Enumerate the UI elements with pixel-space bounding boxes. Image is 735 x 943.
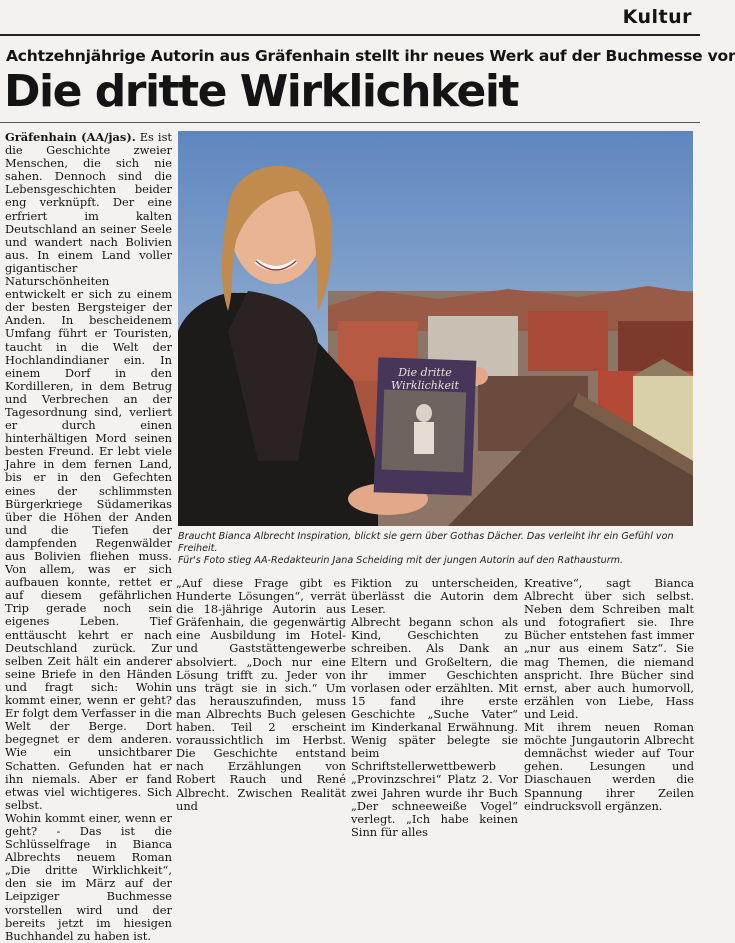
paragraph: Es ist die Geschichte zweier Menschen, die sich nie sahen. Dennoch sind die Lebensgeschichten beider eng verknüpft. Der eine erfriert im kalten Deutschland an seiner Seele und wandert nach Bolivien aus. In einem Land voller gigantischer Naturschönheiten entwickelt er sich zu einem der besten Bergsteiger der Anden. In bescheidenem Umfang führt er Touristen, taucht in die Welt der Hochlandindianer ein. In einem Dorf in den Kordilleren, in dem Betrug und Verbrechen an der Tagesordnung sind, verliert er durch einen hinterhältigen Mord seinen besten Freund. Er lebt viele Jahre in dem fernen Land, bis er in den Gefechten eines der schlimmsten Bürgerkriege Südamerikas über die Höhen der Anden und die Tiefen der dampfenden Regenwälder aus Bolivien fliehen muss. Von allem, was er sich aufbauen konnte, rettet er auf diesem gefährlichen Trip gerade noch sein eigenes Leben. Tief enttäuscht kehrt er nach Deutschland zurück. Zur selben Zeit hält ein anderer seine Briefe in den Händen und fragt sich: Wohin kommt einer, wenn er geht? Er folgt dem Verfasser in die Welt der Berge. Dort begegnet er dem anderen. Wie ein unsichtbarer Schatten. Gefunden hat er ihn niemals. Aber er fand etwas viel wichtigeres. Sich selbst.	[5, 130, 172, 812]
paragraph: Albrecht begann schon als Kind, Geschichten zu schreiben. Als Dank an Eltern und Großeltern, die ihr immer Geschichten vorlasen oder erzählten. Mit 15 fand ihre erste Geschichte „Suche Vater“ im Kinderkanal Erwähnung. Wenig später belegte sie beim Schriftstellerwettbewerb „Provinzschrei“ Platz 2. Vor zwei Jahren wurde ihr Buch „Der schneeweiße Vogel“ verlegt. „Ich habe keinen Sinn für alles	[351, 615, 518, 839]
book-title-line1: Die dritte	[398, 366, 452, 379]
paragraph: „Auf diese Frage gibt es Hunderte Lösungen“, verrät die 18-jährige Autorin aus Gräfenhain, die gegenwärtig eine Ausbildung im Hotel- und Gaststättengewerbe absolviert. „Doch nur eine Lösung trifft zu. Jeder von uns trägt sie in sich.“ Um das herauszufinden, muss man Albrechts Buch gelesen haben. Teil 2 erscheint voraussichtlich im Herbst. Die Geschichte entstand nach Erzählungen von Robert Rauch und René Albrecht. Zwischen Realität und	[176, 576, 346, 813]
article-column-left	[5, 130, 172, 943]
paragraph: Mit ihrem neuen Roman möchte Jungautorin Albrecht demnächst wieder auf Tour gehen. Lesungen und Diaschauen werden die Spannung ihrer Zeilen eindrucksvoll ergänzen.	[524, 720, 694, 813]
paragraph: Kreative“, sagt Bianca Albrecht über sich selbst. Neben dem Schreiben malt und fotografiert sie. Ihre Bücher entstehen fast immer „nur aus einem Satz“. Sie mag Themen, die niemand anspricht. Ihre Bücher sind ernst, aber auch humorvoll, erzählen von Liebe, Hass und Leid.	[524, 576, 694, 721]
book-cover	[374, 357, 477, 495]
top-rule	[0, 34, 700, 36]
article-column-2	[351, 576, 518, 839]
caption-line: Braucht Bianca Albrecht Inspiration, blickt sie gern über Gothas Dächer. Das verleiht ihr ein Gefühl von Freiheit.	[178, 531, 674, 554]
kicker: Achtzehnjährige Autorin aus Gräfenhain stellt ihr neues Werk auf der Buchmesse vor	[6, 47, 735, 65]
photo-caption	[178, 531, 693, 567]
headline-rule	[0, 122, 700, 123]
article-column-3	[524, 576, 694, 813]
dateline: Gräfenhain (AA/jas).	[5, 130, 136, 144]
caption-line: Für's Foto stieg AA-Redakteurin Jana Scheiding mit der jungen Autorin auf den Rathausturm.	[178, 555, 624, 566]
paragraph: Fiktion zu unterscheiden, überlässt die Autorin dem Leser.	[351, 576, 518, 617]
book-title-line2: Wirklichkeit	[391, 379, 459, 392]
section-label: Kultur	[622, 6, 692, 28]
headline: Die dritte Wirklichkeit	[4, 66, 518, 117]
article-photo	[178, 131, 693, 526]
photo-illustration	[178, 131, 693, 526]
article-column-1	[176, 576, 346, 813]
paragraph: Wohin kommt einer, wenn er geht? - Das ist die Schlüsselfrage in Bianca Albrechts neuem Roman „Die dritte Wirklichkeit“, den sie im März auf der Leipziger Buchmesse vorstellen wird und der bereits jetzt im hiesigen Buchhandel zu haben ist.	[5, 810, 172, 943]
